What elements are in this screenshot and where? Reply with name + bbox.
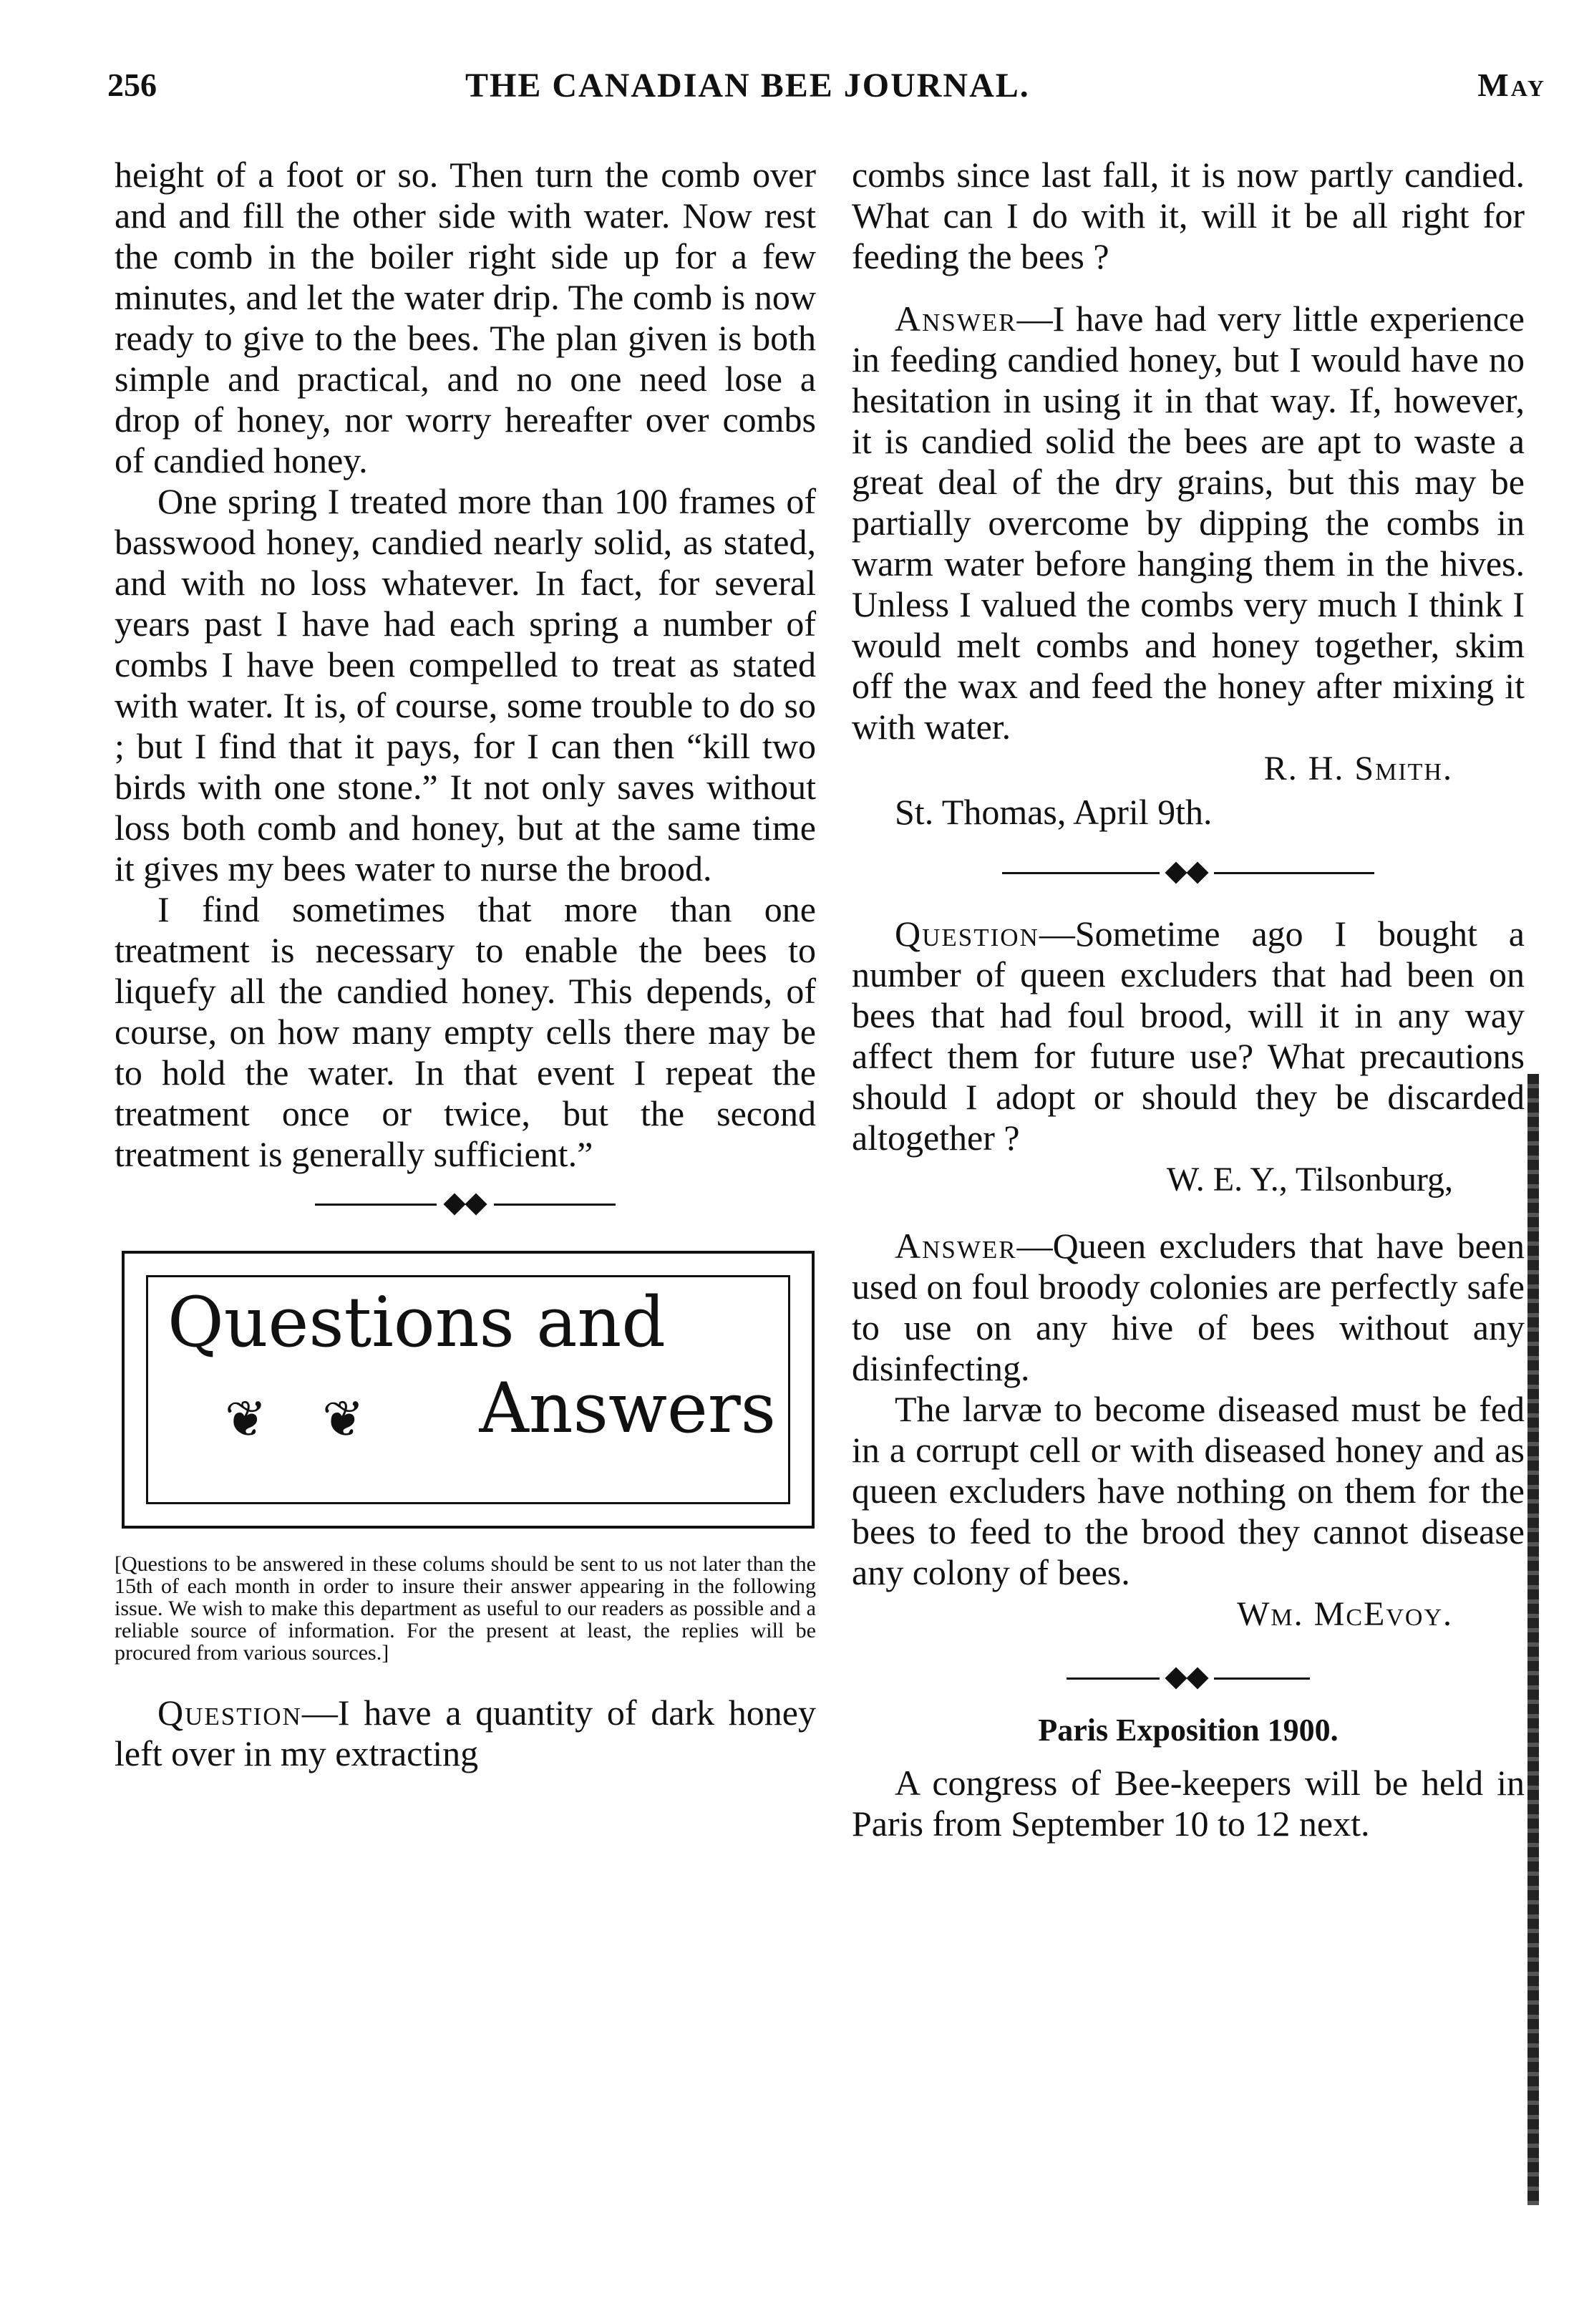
section-divider [1067, 1665, 1310, 1693]
signature: Wm. McEvoy. [1237, 1595, 1453, 1633]
paragraph: One spring I treated more than 100 frames of basswood honey, candied nearly solid, as stated, and with no loss whatever. In fact, for several years past I have had each spring a number of combs I have been compelled to treat as stated with water. It is, of course, some trouble to do so ; but I find that it pays, for I can then “kill two birds with one stone.” It not only saves without loss both comb and honey, but at the same time it gives my bees water to nurse the brood. [115, 481, 816, 889]
question-paragraph [852, 914, 1525, 1158]
question-text: —I have a quantity of dark honey left over in my extracting [115, 1693, 816, 1773]
header-month: May [1477, 67, 1546, 103]
question-continuation: combs since last fall, it is now partly candied. What can I do with it, will it be all right for feeding the bees ? [852, 155, 1525, 276]
answer-text: —I have had very little experience in feeding candied honey, but I would have no hesitation in using it in that way. If, however, it is candied solid the bees are apt to waste a great deal of the dry grains, but this may be partially overcome by dipping the combs in warm water before hanging them in the hives. Unless I valued the combs very much I think I would melt combs and honey together, skim off the wax and feed the honey after mixing it with water. [852, 299, 1525, 747]
answer-label: Answer [895, 1226, 1017, 1266]
section-divider [315, 1191, 616, 1219]
signature: R. H. Smith. [1263, 750, 1453, 788]
question-paragraph [115, 1693, 816, 1774]
question-label: Question [157, 1693, 302, 1733]
answer-paragraph [852, 1226, 1525, 1389]
section-title-line1: Questions and [167, 1282, 666, 1362]
paragraph: I find sometimes that more than one treatment is necessary to enable the bees to liquefy all the candied honey. This depends, of course, on how many empty cells there may be to hold the water. In that event I repeat the treatment once or twice, but the second treatment is generally sufficient.” [115, 889, 816, 1174]
editor-note: [Questions to be answered in these colums should be sent to us not later than the 15th of each month in order to insure their answer appearing in the following issue. We wish to make this department as useful to our readers as possible and a reliable source of information. For the present at least, the replies will be procured from various sources.] [115, 1552, 816, 1665]
page-edge-shadow [1527, 1074, 1539, 2205]
fleuron-ornament: ❦ ❦ [225, 1393, 386, 1448]
question-label: Question [895, 914, 1039, 954]
question-text: —Sometime ago I bought a number of queen excluders that had been on bees that had foul brood, will it in any way affect them for future use? What precautions should I adopt or should they be discarded altogether ? [852, 914, 1525, 1158]
page-number: 256 [107, 67, 157, 103]
answer-paragraph [852, 299, 1525, 747]
running-title: THE CANADIAN BEE JOURNAL. [465, 67, 1030, 105]
section-divider [1002, 859, 1374, 888]
left-column [115, 155, 816, 1774]
section-heading-box [122, 1251, 815, 1529]
dateline: St. Thomas, April 9th. [895, 792, 1213, 832]
page-header [107, 66, 1546, 123]
paragraph: height of a foot or so. Then turn the comb over and and fill the other side with water. Now rest the comb in the boiler right side up for a few minutes, and let the water drip. The comb is now ready to give to the bees. The plan given is both simple and practical, and no one need lose a drop of honey, nor worry hereafter over combs of candied honey. [115, 155, 816, 480]
answer-text: —Queen excluders that have been used on foul broody colonies are perfectly safe to use on any hive of bees without any disinfecting. [852, 1226, 1525, 1388]
article-title: Paris Exposition 1900. [1038, 1713, 1339, 1748]
paragraph: A congress of Bee-keepers will be held in Paris from September 10 to 12 next. [852, 1763, 1525, 1844]
section-title-line2: Answers [479, 1368, 776, 1448]
signature: W. E. Y., Tilsonburg, [1166, 1161, 1453, 1199]
paragraph: The larvæ to become diseased must be fed in a corrupt cell or with diseased honey and as queen excluders have nothing on them for the bees to feed to the brood they cannot disease any colony of bees. [852, 1389, 1525, 1592]
answer-label: Answer [895, 299, 1017, 339]
right-column [852, 155, 1525, 1844]
